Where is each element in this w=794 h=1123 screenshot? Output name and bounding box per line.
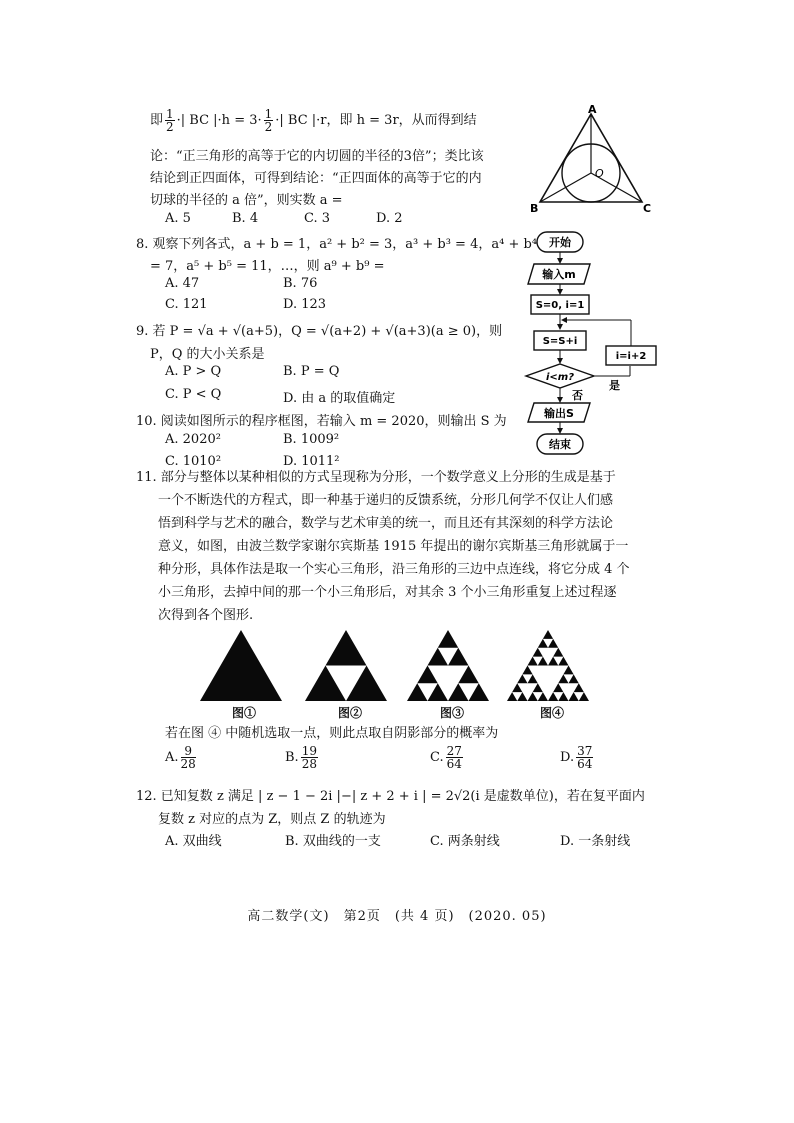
q8-option-b: B. 76 bbox=[283, 276, 318, 291]
q11-line3: 悟到科学与艺术的融合，数学与艺术审美的统一，而且还有其深刻的科学方法论 bbox=[158, 516, 614, 531]
shaded-triangle bbox=[438, 630, 459, 648]
q7-option-c: C. 3 bbox=[304, 211, 331, 226]
shaded-triangle bbox=[528, 692, 538, 701]
shaded-triangle bbox=[538, 639, 548, 648]
flow-condition-label: i<m? bbox=[545, 372, 575, 383]
q11-line2: 一个不断迭代的方程式，即一种基于递归的反馈系统，分形几何学不仅让人们感 bbox=[158, 493, 614, 508]
q7-line3: 结论到正四面体，可得到结论：“正四面体的高等于它的内 bbox=[150, 171, 482, 186]
q9-option-a: A. P > Q bbox=[165, 364, 222, 379]
shaded-triangle bbox=[428, 683, 449, 701]
q11-option-b: B. $\frac{19}{28}$ bbox=[285, 744, 317, 771]
sierpinski-figures bbox=[196, 626, 596, 702]
q9-option-c: C. P < Q bbox=[165, 387, 222, 402]
q10-line1: 10. 阅读如图所示的程序框图，若输入 m = 2020，则输出 S 为 bbox=[136, 414, 507, 429]
q11-line5: 种分形，具体作法是取一个实心三角形，沿三角形的三边中点连线，将它分成 4 个 bbox=[158, 562, 630, 577]
triangle-incircle-figure bbox=[528, 104, 660, 216]
q9-line2: P，Q 的大小关系是 bbox=[150, 347, 265, 362]
shaded-triangle bbox=[574, 683, 584, 692]
shaded-triangle bbox=[428, 648, 449, 666]
q12-option-b: B. 双曲线的一支 bbox=[285, 834, 381, 849]
q7-option-d: D. 2 bbox=[376, 211, 403, 226]
q10-option-c: C. 1010² bbox=[165, 454, 222, 469]
shaded-triangle bbox=[417, 666, 438, 684]
shaded-triangle bbox=[548, 639, 558, 648]
shaded-triangle bbox=[200, 630, 282, 701]
q11-option-c: C. $\frac{27}{64}$ bbox=[430, 744, 462, 771]
flow-end-label: 结束 bbox=[549, 438, 571, 451]
page-footer: 高二数学(文) 第2页 (共 4 页) (2020. 05) bbox=[247, 909, 547, 924]
sierpinski-figure-2 bbox=[305, 630, 387, 701]
flow-step-label: i=i+2 bbox=[615, 351, 647, 362]
figure-label-2: 图② bbox=[338, 706, 363, 720]
shaded-triangle bbox=[517, 692, 527, 701]
q7-line1: 即 $\frac{1}{2}$ ·| BC |·h = 3· $\frac{1}{2}$ ·| BC |·r，即 h = 3r，从而得到结 bbox=[150, 107, 477, 134]
q8-line2: = 7，a⁵ + b⁵ = 11，…，则 a⁹ + b⁹ = bbox=[150, 259, 385, 274]
sierpinski-figure-3 bbox=[407, 630, 489, 701]
shaded-triangle bbox=[512, 683, 522, 692]
shaded-triangle bbox=[469, 683, 490, 701]
shaded-triangle bbox=[569, 692, 579, 701]
shaded-triangle bbox=[305, 666, 346, 702]
shaded-triangle bbox=[579, 692, 589, 701]
flow-update-label: S=S+i bbox=[542, 336, 578, 347]
q8-option-c: C. 121 bbox=[165, 297, 208, 312]
q8-option-d: D. 123 bbox=[283, 297, 327, 312]
shaded-triangle bbox=[548, 657, 558, 666]
q11-line7: 次得到各个图形. bbox=[158, 608, 254, 623]
center-label-o: O bbox=[595, 167, 604, 180]
q9-option-b: B. P = Q bbox=[283, 364, 340, 379]
q9-option-d: D. 由 a 的取值确定 bbox=[283, 391, 396, 406]
figure-label-1: 图① bbox=[232, 706, 257, 720]
q7-line2: 论：“正三角形的高等于它的内切圆的半径的3倍”；类比该 bbox=[150, 149, 484, 164]
shaded-triangle bbox=[538, 657, 548, 666]
q11-line4: 意义，如图，由波兰数学家谢尔宾斯基 1915 年提出的谢尔宾斯基三角形就属于一 bbox=[158, 539, 629, 554]
q11-option-d: D. $\frac{37}{64}$ bbox=[560, 744, 593, 771]
q7-line4: 切球的半径的 a 倍”，则实数 a = bbox=[150, 193, 343, 208]
figure-label-4: 图④ bbox=[540, 706, 565, 720]
shaded-triangle bbox=[553, 648, 563, 657]
sierpinski-figure-4 bbox=[507, 630, 589, 701]
program-flowchart bbox=[520, 228, 670, 458]
shaded-triangle bbox=[538, 692, 548, 701]
shaded-triangle bbox=[569, 674, 579, 683]
shaded-triangle bbox=[558, 692, 568, 701]
shaded-triangle bbox=[458, 666, 479, 684]
shaded-triangle bbox=[517, 674, 527, 683]
q11-option-a: A. $\frac{9}{28}$ bbox=[165, 744, 196, 771]
shaded-triangle bbox=[522, 666, 532, 675]
q8-option-a: A. 47 bbox=[165, 276, 200, 291]
q7-option-b: B. 4 bbox=[232, 211, 259, 226]
flow-start-label: 开始 bbox=[549, 236, 571, 249]
q10-option-a: A. 2020² bbox=[165, 432, 221, 447]
shaded-triangle bbox=[533, 648, 543, 657]
shaded-triangle bbox=[553, 683, 563, 692]
q12-line1: 12. 已知复数 z 满足 | z − 1 − 2i |−| z + 2 + i | = 2√2(i 是虚数单位)，若在复平面内 bbox=[136, 789, 645, 804]
q7-option-a: A. 5 bbox=[165, 211, 191, 226]
fraction-half: $\frac{1}{2}$ bbox=[166, 107, 174, 134]
fraction-half: $\frac{1}{2}$ bbox=[264, 107, 273, 134]
shaded-triangle bbox=[548, 692, 558, 701]
sierpinski-figure-1 bbox=[200, 630, 282, 701]
shaded-triangle bbox=[326, 630, 367, 666]
q12-line2: 复数 z 对应的点为 Z，则点 Z 的轨迹为 bbox=[158, 812, 386, 827]
shaded-triangle bbox=[448, 683, 469, 701]
shaded-triangle bbox=[558, 674, 568, 683]
flow-output-label: 输出S bbox=[544, 407, 574, 420]
shaded-triangle bbox=[528, 657, 538, 666]
q8-line1: 8. 观察下列各式，a + b = 1，a² + b² = 3，a³ + b³ = 4，a⁴ + b⁴ bbox=[136, 237, 538, 252]
flow-init-label: S=0, i=1 bbox=[535, 300, 585, 311]
vertex-label-b: B bbox=[530, 202, 539, 215]
q12-option-d: D. 一条射线 bbox=[560, 834, 631, 849]
flow-yes-label: 是 bbox=[609, 379, 620, 392]
q11-line6: 小三角形，去掉中间的那一个小三角形后，对其余 3 个小三角形重复上述过程逐 bbox=[158, 585, 617, 600]
shaded-triangle bbox=[543, 630, 553, 639]
shaded-triangle bbox=[346, 666, 387, 702]
q12-option-c: C. 两条射线 bbox=[430, 834, 500, 849]
figure-label-3: 图③ bbox=[440, 706, 465, 720]
shaded-triangle bbox=[448, 648, 469, 666]
flow-input-label: 输入m bbox=[542, 268, 576, 281]
q10-option-d: D. 1011² bbox=[283, 454, 340, 469]
shaded-triangle bbox=[507, 692, 517, 701]
shaded-triangle bbox=[528, 674, 538, 683]
vertex-label-c: C bbox=[643, 202, 652, 215]
q11-line1: 11. 部分与整体以某种相似的方式呈现称为分形，一个数学意义上分形的生成是基于 bbox=[136, 470, 616, 485]
q9-line1: 9. 若 P = √a + √(a+5)，Q = √(a+2) + √(a+3)(a ≥ 0)，则 bbox=[136, 324, 503, 339]
q11-question: 若在图 ④ 中随机选取一点，则此点取自阴影部分的概率为 bbox=[165, 726, 499, 741]
shaded-triangle bbox=[533, 683, 543, 692]
q10-option-b: B. 1009² bbox=[283, 432, 340, 447]
shaded-triangle bbox=[563, 666, 573, 675]
vertex-label-a: A bbox=[588, 104, 597, 116]
shaded-triangle bbox=[558, 657, 568, 666]
flow-no-label: 否 bbox=[572, 389, 583, 402]
shaded-triangle bbox=[407, 683, 428, 701]
q12-option-a: A. 双曲线 bbox=[165, 834, 222, 849]
